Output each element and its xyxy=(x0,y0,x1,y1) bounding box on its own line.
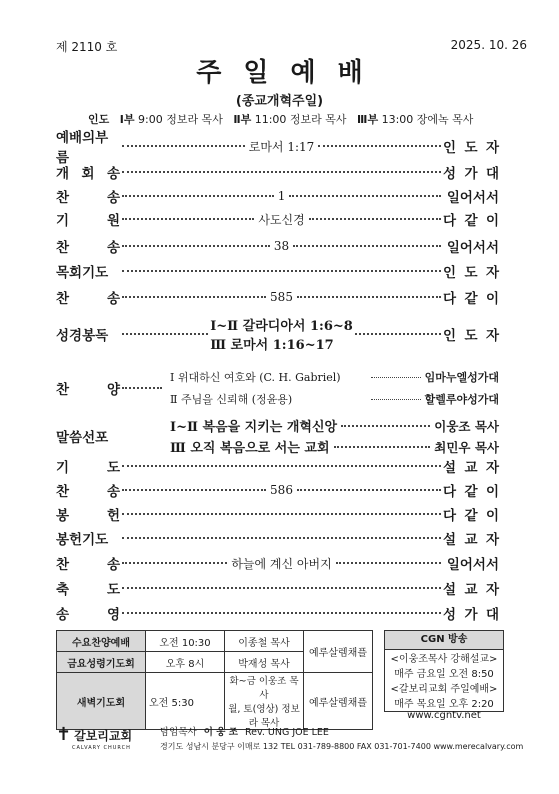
leader-dots xyxy=(122,296,266,298)
choir-name: 임마누엘성가대 xyxy=(424,371,499,384)
praise-item xyxy=(170,366,499,388)
weekly-services-table xyxy=(56,630,373,730)
order-detail: 38 xyxy=(273,239,290,253)
church-logo-text: 갈보리교회 xyxy=(74,729,133,743)
service-3-label: Ⅲ부 xyxy=(357,113,379,126)
cgn-broadcast-box xyxy=(384,630,504,721)
service-2-label: Ⅱ부 xyxy=(233,113,252,126)
order-row xyxy=(56,480,499,500)
preacher-name: 최민우 목사 xyxy=(434,439,499,455)
order-row xyxy=(56,130,499,166)
service-1-time: 9:00 xyxy=(137,113,163,126)
sermon-item xyxy=(170,415,499,436)
order-responsible: 다 같 이 xyxy=(443,484,499,500)
dawn-service-name: 새벽기도회 xyxy=(57,673,146,730)
order-detail: 586 xyxy=(270,483,293,497)
leader-dots xyxy=(122,537,441,539)
order-responsible: 설 교 자 xyxy=(443,460,499,476)
order-label: 봉 헌 xyxy=(56,508,120,524)
order-label: 기 원 xyxy=(56,213,120,229)
order-row xyxy=(56,186,499,206)
leader-dots xyxy=(334,446,431,448)
footer xyxy=(56,722,524,756)
leader-dots xyxy=(122,218,254,220)
order-responsible: 일어서서 xyxy=(446,240,499,256)
order-row xyxy=(56,456,499,476)
page-title: 주일예배 xyxy=(196,58,385,88)
praise-item xyxy=(170,388,499,410)
service-2-leader: 정보라 목사 xyxy=(289,113,347,126)
order-row xyxy=(56,528,499,548)
wed-service-leader: 이종철 목사 xyxy=(225,631,304,652)
order-row xyxy=(56,236,499,256)
scripture-1: Ⅰ~Ⅱ 갈라디아서 1:6~8 xyxy=(210,319,353,334)
order-label: 찬 양 xyxy=(56,382,120,398)
order-responsible: 다 같 이 xyxy=(443,291,499,307)
leader-dots xyxy=(318,145,441,147)
cgn-website: www.cgntv.net xyxy=(407,710,481,721)
order-responsible: 인 도 자 xyxy=(443,328,499,344)
dawn-service-leaders xyxy=(225,673,304,730)
order-label: 기 도 xyxy=(56,460,120,476)
wed-fri-place: 예루살렘채플 xyxy=(304,631,373,673)
leader-dots xyxy=(289,195,441,197)
order-responsible: 인 도 자 xyxy=(443,265,499,281)
leader-dots xyxy=(371,377,421,378)
pastor-name: 이 웅 조 xyxy=(203,727,238,738)
order-label: 찬 송 xyxy=(56,291,120,307)
order-row xyxy=(56,553,499,573)
church-address: 경기도 성남시 분당구 이매로 132 TEL 031-789-8800 FAX 031-701-7400 www.merecalvary.com xyxy=(160,742,524,751)
leader-dots xyxy=(122,270,441,272)
order-detail: 하늘에 계신 아버지 xyxy=(231,556,332,571)
order-label: 축 도 xyxy=(56,582,120,598)
order-row xyxy=(56,162,499,182)
order-detail: 사도신경 xyxy=(258,212,305,227)
order-responsible: 성 가 대 xyxy=(443,607,499,623)
order-detail: 585 xyxy=(270,290,293,304)
issue-number: 제 2110 호 xyxy=(56,40,118,54)
dawn-leader-1: 이웅조 목사 xyxy=(258,676,299,701)
sermon-item xyxy=(170,436,499,457)
order-responsible: 일어서서 xyxy=(446,190,500,206)
order-responsible: 다 같 이 xyxy=(443,213,499,229)
leader-dots xyxy=(122,612,441,614)
order-row xyxy=(56,365,499,411)
leader-dots xyxy=(122,489,266,491)
service-3-time: 13:00 xyxy=(381,113,414,126)
service-date: 2025. 10. 26 xyxy=(450,38,527,52)
fri-service-time: 오후 8시 xyxy=(146,652,225,673)
cgn-line-3: <갈보리교회 주일예배> xyxy=(390,684,498,695)
order-row xyxy=(56,578,499,598)
order-label: 성경봉독 xyxy=(56,328,109,344)
dawn-days-1: 화~금 xyxy=(229,676,256,687)
fri-service-name: 금요성령기도회 xyxy=(57,652,146,673)
leaders-label: 인도 xyxy=(88,113,110,126)
leader-dots xyxy=(122,195,274,197)
leader-dots xyxy=(371,399,421,400)
order-label: 찬 송 xyxy=(56,484,120,500)
leader-dots xyxy=(122,171,441,173)
leader-dots xyxy=(122,587,441,589)
dawn-service-schedule xyxy=(146,673,225,730)
order-detail: 1 xyxy=(277,189,286,203)
dawn-service-place: 예루살렘채플 xyxy=(304,673,373,730)
praise-title: Ⅰ 위대하신 여호와 (C. H. Gabriel) xyxy=(170,371,341,384)
choir-name: 할렐루야성가대 xyxy=(424,393,499,406)
order-detail: 로마서 1:17 xyxy=(248,139,315,154)
dawn-days-2: 월, 토(영상) xyxy=(228,704,279,715)
order-label: 봉헌기도 xyxy=(56,532,109,548)
dawn-leader-2: 정보라 목사 xyxy=(248,704,300,729)
pastor-name-en: Rev. UNG JOE LEE xyxy=(244,727,329,738)
church-logo-en: CALVARY CHURCH xyxy=(72,745,131,751)
cgn-line-2: 매주 금요일 오전 8:50 xyxy=(394,669,494,680)
praise-title: Ⅱ 주님을 신뢰해 (정윤용) xyxy=(170,393,293,406)
order-label: 목회기도 xyxy=(56,265,109,281)
scripture-readings xyxy=(210,315,353,353)
order-row xyxy=(56,415,499,457)
scripture-2: Ⅲ 로마서 1:16~17 xyxy=(210,338,334,353)
order-row xyxy=(56,287,499,307)
leader-dots xyxy=(122,562,227,564)
order-responsible: 설 교 자 xyxy=(443,532,499,548)
order-responsible: 일어서서 xyxy=(446,557,499,573)
service-1-label: Ⅰ부 xyxy=(119,113,135,126)
cgn-line-4: 매주 목요일 오후 2:20 xyxy=(394,699,494,710)
order-row xyxy=(56,209,499,229)
order-row xyxy=(56,504,499,524)
pastor-label: 담임목사 xyxy=(160,727,197,738)
leader-dots xyxy=(122,333,208,335)
leader-dots xyxy=(309,218,441,220)
leader-dots xyxy=(122,145,245,147)
order-responsible: 설 교 자 xyxy=(443,582,499,598)
fri-service-leader: 박재성 목사 xyxy=(225,652,304,673)
leader-dots xyxy=(355,333,441,335)
service-leaders xyxy=(88,111,473,127)
order-label: 송 영 xyxy=(56,607,120,623)
praise-list xyxy=(170,366,499,410)
wed-service-time: 오전 10:30 xyxy=(146,631,225,652)
order-label: 개 회 송 xyxy=(56,166,120,182)
cgn-line-1: <이웅조목사 강해설교> xyxy=(390,654,498,665)
sermon-title: Ⅲ 오직 복음으로 서는 교회 xyxy=(170,441,330,456)
order-label: 찬 송 xyxy=(56,240,120,256)
order-row xyxy=(56,261,499,281)
leader-dots xyxy=(293,245,441,247)
order-responsible: 인 도 자 xyxy=(443,140,499,156)
order-row xyxy=(56,603,499,623)
wed-service-name: 수요찬양예배 xyxy=(57,631,146,652)
sermon-title: Ⅰ~Ⅱ 복음을 지키는 개혁신앙 xyxy=(170,420,338,435)
service-2-time: 11:00 xyxy=(254,113,287,126)
leader-dots xyxy=(297,489,441,491)
order-responsible: 다 같 이 xyxy=(443,508,499,524)
leader-dots xyxy=(122,387,162,389)
leader-dots xyxy=(336,562,441,564)
order-label: 말씀선포 xyxy=(56,430,109,446)
cross-icon: ✝ xyxy=(56,724,72,745)
order-label: 예배의부름 xyxy=(56,130,109,166)
order-row xyxy=(56,313,499,355)
sermon-list xyxy=(170,415,499,457)
service-3-leader: 장에녹 목사 xyxy=(416,113,474,126)
order-responsible: 성 가 대 xyxy=(443,166,499,182)
dawn-service-time: 오전 5:30 xyxy=(149,697,194,709)
page-subtitle: (종교개혁주일) xyxy=(235,94,324,109)
leader-dots xyxy=(122,245,270,247)
service-1-leader: 정보라 목사 xyxy=(166,113,223,126)
order-label: 찬 송 xyxy=(56,190,120,206)
church-logo xyxy=(56,724,136,751)
leader-dots xyxy=(122,465,441,467)
leader-dots xyxy=(341,425,430,427)
order-label: 찬 송 xyxy=(56,557,120,573)
cgn-title: CGN 방송 xyxy=(385,631,503,650)
leader-dots xyxy=(122,513,441,515)
leader-dots xyxy=(297,296,441,298)
preacher-name: 이웅조 목사 xyxy=(434,418,499,434)
